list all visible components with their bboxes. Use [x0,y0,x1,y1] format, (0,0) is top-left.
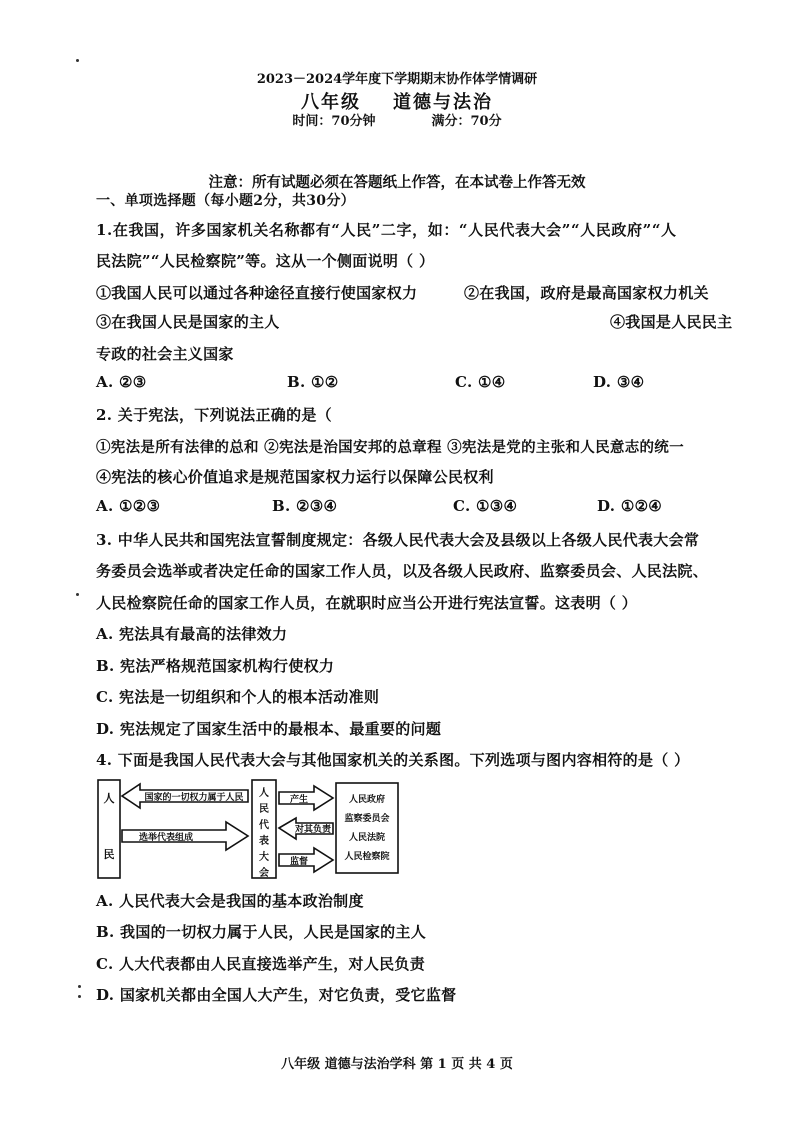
people-label-char: 民 [103,848,115,861]
section-heading: 一、单项选择题（每小题2分，共30分） [96,193,355,209]
congress-label-char: 表 [259,836,269,847]
q3-stem-line1: 3. 中华人民共和国宪法宣誓制度规定：各级人民代表大会及县级以上各级人民代表大会常 [96,531,700,549]
q1-stem-line2: 民法院”“人民检察院”等。这从一个侧面说明（ ） [96,252,435,270]
q2-option-b: B. ②③④ [272,497,338,515]
q1-stem-line1: 1.在我国，许多国家机关名称都有“人民”二字，如：“人民代表大会”“人民政府”“人 [96,221,677,239]
congress-label-char: 会 [259,868,269,879]
q2-option-a: A. ①②③ [96,497,161,515]
score-label: 满分：70分 [431,114,502,129]
q1-option-a: A. ②③ [96,373,147,391]
all-power-label: 国家的一切权力属于人民 [144,793,244,803]
responsible-label: 对其负责 [294,825,332,835]
organ-item: 人民检察院 [344,852,390,862]
q2-stem: 2. 关于宪法，下列说法正确的是（ [96,406,332,424]
elect-label: 选举代表组成 [138,833,194,843]
subject-label: 道德与法治 [393,92,493,113]
q1-option-c: C. ①④ [455,373,506,391]
people-label-char: 人 [103,792,115,805]
q1-option-d: D. ③④ [593,373,645,391]
page-footer: 八年级 道德与法治学科 第 1 页 共 4 页 [281,1057,513,1072]
congress-label-char: 代 [259,820,269,831]
exam-title: 2023－2024学年度下学期期末协作体学情调研 [256,72,538,87]
q4-stem: 4. 下面是我国人民代表大会与其他国家机关的关系图。下列选项与图内容相符的是（ ） [96,751,690,769]
congress-label-char: 大 [259,852,269,863]
supervise-label: 监督 [289,857,309,867]
q3-option-b: B. 宪法严格规范国家机构行使权力 [96,657,335,675]
grade-label: 八年级 [301,92,361,113]
notice: 注意：所有试题必须在答题纸上作答，在本试卷上作答无效 [208,174,586,191]
exam-meta [0,110,794,129]
q1-statement-2: ②在我国，政府是最高国家权力机关 [464,284,709,302]
produce-label: 产生 [289,795,309,805]
q3-option-c: C. 宪法是一切组织和个人的根本活动准则 [96,688,380,706]
q4-option-a: A. 人民代表大会是我国的基本政治制度 [96,892,364,910]
q2-statements-1: ①宪法是所有法律的总和 ②宪法是治国安邦的总章程 ③宪法是党的主张和人民意志的统一 [96,439,684,456]
q3-option-a: A. 宪法具有最高的法律效力 [96,625,288,643]
organ-item: 人民政府 [348,795,386,805]
q2-option-d: D. ①②④ [597,497,663,515]
q3-stem-line3: 人民检察院任命的国家工作人员，在就职时应当公开进行宪法宣誓。这表明（ ） [96,594,638,612]
q4-option-b: B. 我国的一切权力属于人民，人民是国家的主人 [96,923,427,941]
q1-option-b: B. ①② [287,373,339,391]
congress-label-char: 人 [259,788,269,799]
organ-item: 人民法院 [348,833,386,843]
q2-statements-2: ④宪法的核心价值追求是规范国家权力运行以保障公民权利 [96,468,494,486]
time-label: 时间：70分钟 [292,114,376,129]
q1-statement-3: ③在我国人民是国家的主人 [96,313,280,331]
scan-speck [76,593,79,596]
scan-speck [76,59,79,62]
q3-stem-line2: 务委员会选举或者决定任命的国家工作人员，以及各级人民政府、监察委员会、人民法院、 [96,562,709,580]
q1-statement-4-cont: 专政的社会主义国家 [96,345,234,363]
relationship-diagram [96,778,400,881]
congress-label-char: 民 [259,804,269,815]
q2-option-c: C. ①③④ [453,497,518,515]
scan-speck [78,985,81,988]
q4-option-c: C. 人大代表都由人民直接选举产生，对人民负责 [96,955,426,973]
q3-option-d: D. 宪法规定了国家生活中的最根本、最重要的问题 [96,720,442,738]
q4-option-d: D. 国家机关都由全国人大产生，对它负责，受它监督 [96,986,457,1004]
organ-item: 监察委员会 [344,814,390,824]
q1-statement-1: ①我国人民可以通过各种途径直接行使国家权力 [96,284,418,302]
q1-statement-4: ④我国是人民民主 [610,313,733,331]
scan-speck [78,995,81,998]
